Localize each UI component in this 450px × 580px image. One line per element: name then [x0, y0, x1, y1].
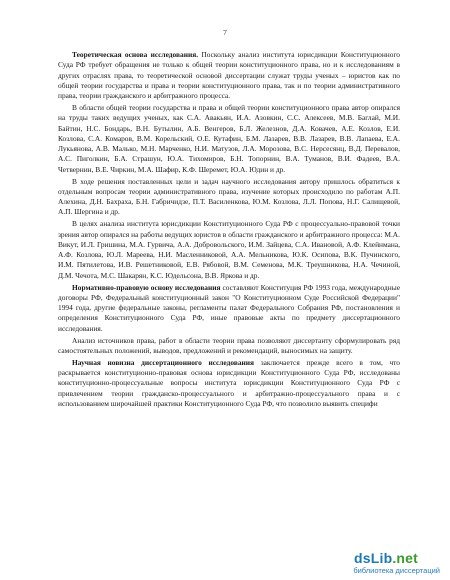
paragraph-text: составляют Конституция РФ 1993 года, международные договоры РФ, Федеральный конституционный закон "О Конституционном Суде Российской Федерации" 1994 года, другие федеральные законы, регламенты палат Федерального Собрания РФ, постановления и определения Конституционного Суда РФ, иные правовые акты по предмету диссертационного исследования. [58, 282, 400, 333]
paragraph-general-theory [58, 103, 400, 175]
page-number: 7 [223, 28, 227, 37]
paragraph-lead: Научная новизна диссертационного исследования [72, 357, 255, 367]
paragraph-procedural-law [58, 219, 400, 281]
paragraph-scientific-novelty [58, 358, 400, 409]
dslib-logo [354, 550, 418, 566]
paragraph-text: Поскольку анализ института юрисдикции Конституционного Суда РФ требует обращения не только к общей теории конституционного права, но и к исследованиям в других отраслях права, то теоретической основой диссертации служат труды ученых – юристов как по общей теории государства и права и теории конституционного права, так и по теории административного права, теории гражданского и арбитражного процесса. [58, 50, 400, 101]
paragraph-lead: Теоретическая основа исследования. [72, 50, 199, 59]
paragraph-theoretical-basis [58, 50, 400, 101]
logo-ds: ds [354, 550, 371, 566]
paragraph-text: Анализ источников права, работ в области теории права позволяют диссертанту сформулировать ряд самостоятельных положений, выводов, предложений и рекомендаций, выносимых на защиту. [58, 335, 400, 355]
paragraph-text: В целях анализа института юрисдикции Конституционного Суда РФ с процессуально-правовой точки зрения автор опирался на работы ведущих юристов в области гражданского и арбитражного процесса: М.А. Викут, И.Л. Гришина, М.А. Гурвича, А.А. Добровольского, И.М. Зайцева, С.А. Ивановой, А.Ф. Клейнмана, А.Ф. Козлова, Ю.Л. Мареева, Н.И. Масленниковой, А.А. Мельникова, Ю.К. Осипова, В.К. Пучинского, И.М. Пятилетова, И.В. Решетниковой, Е.В. Рябовой, В.М. Семенова, М.К. Треушникова, Н.А. Чечиной, Д.М. Чечота, М.С. Шакарян, К.С. Юдельсона, В.В. Яркова и др. [58, 219, 400, 280]
paragraph-lead: Нормативно-правовую основу исследования [72, 282, 221, 292]
paragraph-text: В ходе решения поставленных цели и задач научного исследования автору пришлось обратиться к отдельным вопросам теории административного права, изучение которых происходило по работам А.П. Алехина, Д.Н. Бахраха, Б.Н. Габричидзе, П.Т. Василенкова, Ю.М. Козлова, Л.Л. Попова, Н.Г. Салищевой, А.П. Шергина и др. [58, 176, 400, 217]
paragraph-normative-basis [58, 283, 400, 334]
document-body [58, 50, 400, 409]
logo-lib: Lib [370, 550, 393, 566]
logo-net: .net [392, 550, 419, 566]
paragraph-sources-analysis [58, 336, 400, 357]
paragraph-text: В области общей теории государства и права и общей теории конституционного права автор опирался на труды таких ведущих ученых, как С.А. Авакьян, И.А. Азовкин, С.С. Алексеев, М.В. Баглай, М.И. Байтин, Н.С. Бондарь, В.Н. Бутылин, А.Б. Венгеров, Б.Л. Железнов, Д.А. Ковачев, А.Е. Козлов, Е.И. Козлова, С.А. Комаров, В.М. Корельский, О.Е. Кутафин, Б.М. Лазарев, В.В. Лазарев, В.В. Лапаева, Е.А. Лукьянова, А.В. Малько, М.Н. Марченко, Н.И. Матузов, Л.А. Морозова, В.С. Нерсесянц, В.Д. Перевалов, А.С. Пиголкин, Б.А. Страшун, Ю.А. Тихомиров, Б.Н. Топорнин, В.А. Туманов, В.И. Фадеев, В.А. Четвернин, В.Е. Чиркин, М.А. Шафир, К.Ф. Шеремет, Ю.А. Юдин и др. [58, 102, 400, 174]
paragraph-administrative-law [58, 177, 400, 218]
dslib-watermark [310, 550, 440, 576]
paragraph-text: заключается прежде всего в том, что раскрывается конституционно-правовая основа юрисдикции Конституционного Суда РФ, исследованы конституционно-процессуальные вопросы института юрисдикции Конституционного Суда РФ с привлечением теории гражданско-процессуального и арбитражно-процессуального права и с использованием широчайшей практики Конституционного Суда РФ, что позволило выявить специфи [58, 357, 400, 408]
dslib-tagline: библиотека диссертаций [353, 566, 440, 575]
